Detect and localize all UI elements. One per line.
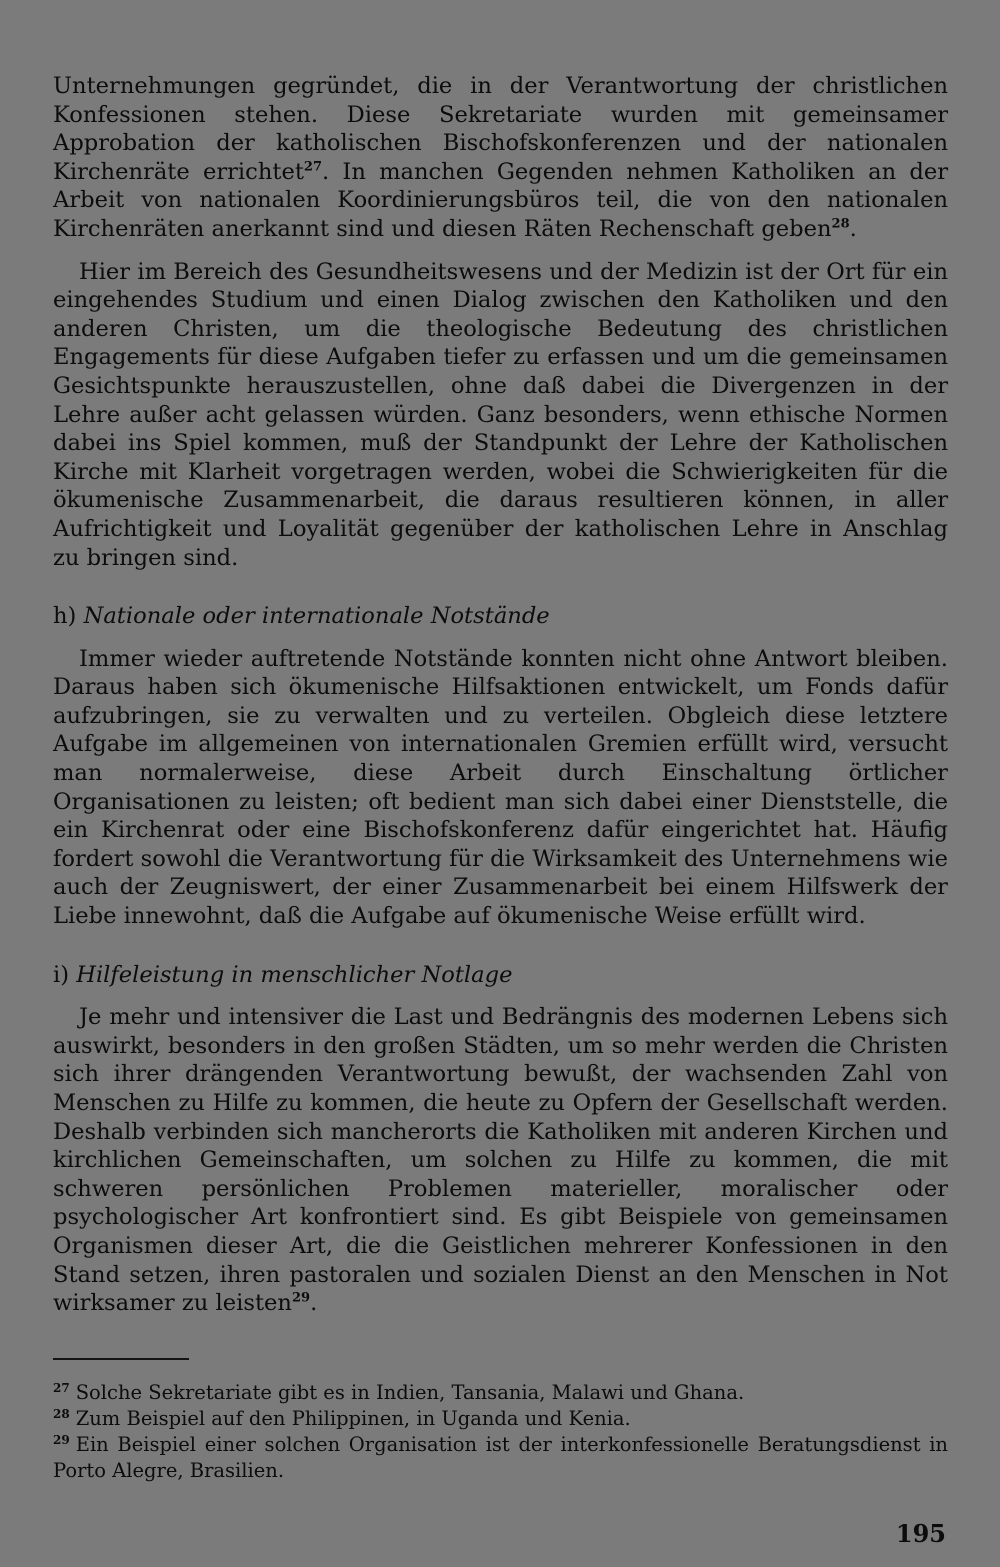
- section-title: Hilfeleistung in menschlicher Notlage: [76, 961, 513, 988]
- paragraph-text: Unternehmungen gegründet, die in der Verantwortung der christlichen Konfessionen stehen. Diese Sekretariate wurden mit gemeinsamer Approbation der katholischen Bischofskonferenzen und der nationalen Kirchenräte errichtet: [53, 73, 948, 185]
- footnotes: [53, 1380, 948, 1484]
- paragraph-text: Je mehr und intensiver die Last und Bedrängnis des modernen Lebens sich auswirkt, besonders in den großen Städten, um so mehr werden die Christen sich ihrer drängenden Verantwortung bewußt, der wachsenden Zahl von Menschen zu Hilfe zu kommen, die heute zu Opfern der Gesellschaft werden. Deshalb verbinden sich mancherorts die Katholiken mit anderen Kirchen und kirchlichen Gemeinschaften, um solchen zu Hilfe zu kommen, die mit schweren persönlichen Problemen materieller, moralischer oder psychologischer Art konfrontiert sind. Es gibt Beispiele von gemeinsamen Organismen dieser Art, die die Geistlichen mehrerer Konfessionen in den Stand setzen, ihren pastoralen und sozialen Dienst an den Menschen in Not wirksamer zu leisten: [53, 1004, 948, 1317]
- paragraph-text: . In manchen Gegenden nehmen Katholiken an der Arbeit von nationalen Koordinierungsbüros teil, die von den nationalen Kirchenräten anerkannt sind und diesen Räten Rechenschaft geben: [53, 158, 948, 242]
- footnote-ref: 27: [303, 159, 322, 175]
- paragraph-human-need: [53, 1003, 948, 1318]
- paragraph-continuation: [53, 72, 948, 244]
- footnote-divider: [53, 1358, 189, 1360]
- paragraph-text: .: [849, 215, 857, 242]
- footnote-ref: 29: [291, 1290, 311, 1306]
- section-title: Nationale oder internationale Notstände: [83, 603, 550, 630]
- footnote-text: Ein Beispiel einer solchen Organisation ist der interkonfessionelle Beratungsdienst in Porto Alegre, Brasilien.: [53, 1433, 948, 1482]
- footnote-number: 28: [53, 1406, 70, 1421]
- page-number: 195: [895, 1519, 946, 1548]
- section-heading-i: [53, 961, 948, 990]
- section-letter: h): [53, 603, 77, 630]
- footnote-number: 27: [53, 1380, 70, 1395]
- footnote: [53, 1432, 948, 1484]
- footnote-ref: 28: [831, 216, 850, 232]
- section-heading-h: [53, 602, 948, 631]
- footnote-text: Solche Sekretariate gibt es in Indien, Tansania, Malawi und Ghana.: [75, 1381, 745, 1404]
- footnote: [53, 1406, 948, 1432]
- paragraph-text: .: [310, 1290, 318, 1317]
- paragraph-medicine: Hier im Bereich des Gesundheitswesens und der Medizin ist der Ort für ein eingehendes Studium und einen Dialog zwischen den Katholiken und den anderen Christen, um die theologische Bedeutung des christlichen Engagements für diese Aufgaben tiefer zu erfassen und um die gemeinsamen Gesichtspunkte herauszustellen, ohne daß dabei die Divergenzen in der Lehre außer acht gelassen würden. Ganz besonders, wenn ethische Normen dabei ins Spiel kommen, muß der Standpunkt der Lehre der Katholischen Kirche mit Klarheit vorgetragen werden, wobei die Schwierigkeiten für die ökumenische Zusammenarbeit, die daraus resultieren können, in aller Aufrichtigkeit und Loyalität gegenüber der katholischen Lehre in Anschlag zu bringen sind.: [53, 258, 948, 571]
- section-letter: i): [53, 961, 70, 988]
- footnote-number: 29: [53, 1432, 70, 1447]
- paragraph-emergencies: Immer wieder auftretende Notstände konnten nicht ohne Antwort bleiben. Daraus haben sich ökumenische Hilfsaktionen entwickelt, um Fonds dafür aufzubringen, sie zu verwalten und zu verteilen. Obgleich diese letztere Aufgabe im allgemeinen von internationalen Gremien erfüllt wird, versucht man normalerweise, diese Arbeit durch Einschaltung örtlicher Organisationen zu leisten; oft bedient man sich dabei einer Dienststelle, die ein Kirchenrat oder eine Bischofskonferenz dafür eingerichtet hat. Häufig fordert sowohl die Verantwortung für die Wirksamkeit des Unternehmens wie auch der Zeugniswert, der einer Zusammenarbeit bei einem Hilfswerk der Liebe innewohnt, daß die Aufgabe auf ökumenische Weise erfüllt wird.: [53, 645, 948, 930]
- footnote: [53, 1380, 948, 1406]
- footnote-text: Zum Beispiel auf den Philippinen, in Uganda und Kenia.: [75, 1407, 631, 1430]
